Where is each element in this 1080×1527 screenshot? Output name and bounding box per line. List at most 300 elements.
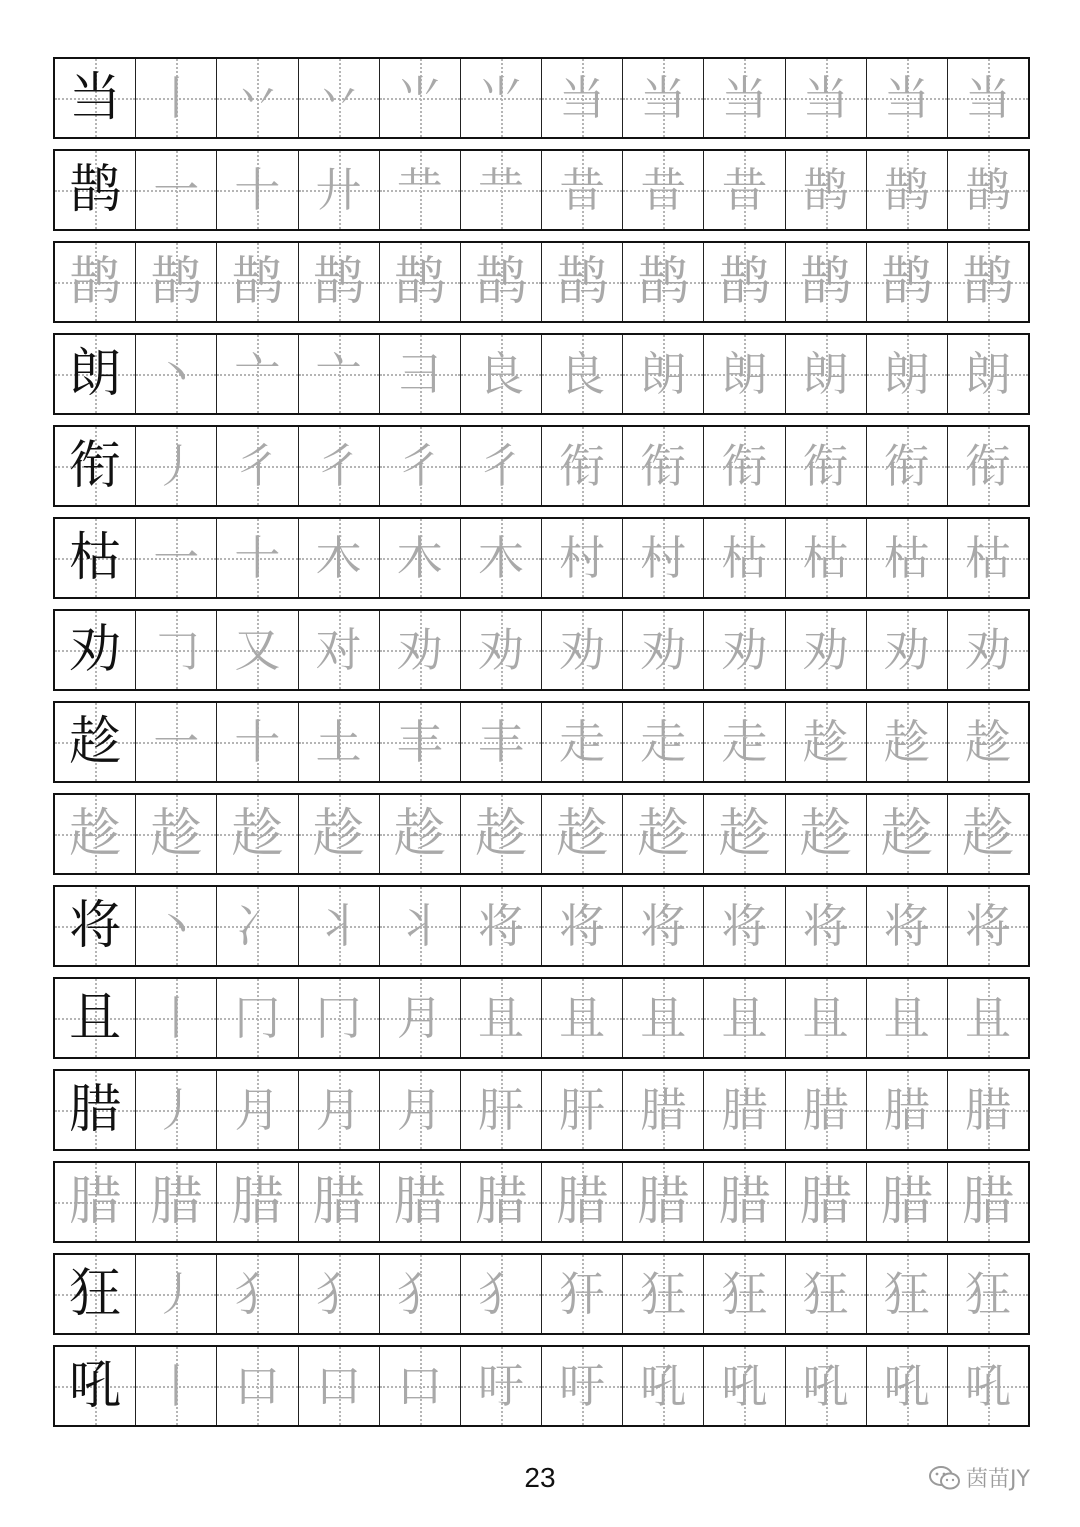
stroke-order-step: 腊 — [883, 1083, 930, 1137]
stroke-order-step: 腊 — [640, 1083, 687, 1137]
stroke-order-step: 十 — [234, 163, 281, 217]
practice-cell — [379, 519, 460, 597]
practice-cell — [135, 1255, 216, 1333]
practice-cell — [216, 703, 297, 781]
practice-cell — [866, 1255, 947, 1333]
stroke-order-step: 劝 — [883, 623, 930, 677]
practice-cell — [460, 979, 541, 1057]
stroke-order-step: 劝 — [559, 623, 606, 677]
stroke-order-step: 月 — [315, 1083, 362, 1137]
practice-cell — [703, 1255, 784, 1333]
practice-cell — [622, 519, 703, 597]
practice-cell — [135, 1163, 216, 1241]
practice-cell — [298, 795, 379, 873]
model-cell — [55, 427, 135, 505]
practice-cell — [379, 151, 460, 229]
model-character: 狂 — [69, 1264, 122, 1324]
stroke-order-step: 且 — [721, 991, 768, 1045]
stroke-order-step: 且 — [477, 991, 524, 1045]
stroke-order-step: 吁 — [477, 1359, 524, 1413]
practice-cell — [135, 887, 216, 965]
stroke-order-step: 口 — [315, 1359, 362, 1413]
model-cell — [55, 1255, 135, 1333]
practice-cell — [703, 519, 784, 597]
trace-character: 腊 — [474, 1172, 527, 1232]
trace-character: 趁 — [556, 804, 609, 864]
practice-cell — [785, 703, 866, 781]
stroke-order-step: 腊 — [721, 1083, 768, 1137]
practice-cell — [460, 335, 541, 413]
practice-cell — [135, 795, 216, 873]
practice-row — [53, 609, 1030, 691]
stroke-order-step: 丨 — [153, 1359, 200, 1413]
stroke-order-step: 丶 — [153, 347, 200, 401]
model-character: 趁 — [69, 712, 122, 772]
stroke-order-step: 衔 — [802, 439, 849, 493]
trace-character: 腊 — [231, 1172, 284, 1232]
practice-cell — [866, 427, 947, 505]
practice-cell — [866, 979, 947, 1057]
stroke-order-step: 枯 — [721, 531, 768, 585]
stroke-order-step: 一 — [153, 163, 200, 217]
practice-cell — [947, 335, 1028, 413]
trace-character: 腊 — [312, 1172, 365, 1232]
practice-cell — [622, 151, 703, 229]
stroke-order-step: 丬 — [396, 899, 443, 953]
stroke-order-step: 枯 — [883, 531, 930, 585]
practice-cell — [216, 1071, 297, 1149]
practice-cell — [785, 887, 866, 965]
practice-cell — [216, 611, 297, 689]
practice-cell — [622, 887, 703, 965]
stroke-order-step: 且 — [802, 991, 849, 1045]
practice-cell — [866, 795, 947, 873]
practice-cell — [298, 59, 379, 137]
model-character: 鹊 — [69, 160, 122, 220]
practice-cell — [135, 611, 216, 689]
stroke-order-step: 劝 — [721, 623, 768, 677]
stroke-order-step: 且 — [964, 991, 1011, 1045]
practice-cell — [216, 1347, 297, 1425]
practice-cell — [866, 887, 947, 965]
practice-cell — [135, 979, 216, 1057]
stroke-order-step: 木 — [315, 531, 362, 585]
practice-cell — [947, 795, 1028, 873]
practice-cell — [135, 151, 216, 229]
practice-cell — [135, 1071, 216, 1149]
model-character: 且 — [69, 988, 122, 1048]
model-character: 将 — [69, 896, 122, 956]
stroke-order-step: 狂 — [964, 1267, 1011, 1321]
stroke-order-step: 昔 — [721, 163, 768, 217]
stroke-order-step: 走 — [559, 715, 606, 769]
trace-character: 鹊 — [69, 252, 122, 312]
practice-cell — [135, 519, 216, 597]
stroke-order-step: 良 — [559, 347, 606, 401]
stroke-order-step: 丷 — [315, 71, 362, 125]
practice-cell — [379, 1347, 460, 1425]
stroke-order-step: 趁 — [883, 715, 930, 769]
trace-character: 鹊 — [393, 252, 446, 312]
practice-cell — [379, 243, 460, 321]
trace-character: 趁 — [69, 804, 122, 864]
stroke-order-step: 将 — [559, 899, 606, 953]
practice-row — [53, 1253, 1030, 1335]
stroke-order-step: 趁 — [964, 715, 1011, 769]
stroke-order-step: 村 — [559, 531, 606, 585]
trace-character: 鹊 — [474, 252, 527, 312]
practice-cell — [703, 611, 784, 689]
stroke-order-step: 昔 — [640, 163, 687, 217]
stroke-order-step: 口 — [234, 1359, 281, 1413]
model-cell — [55, 151, 135, 229]
stroke-order-step: 且 — [640, 991, 687, 1045]
practice-row — [53, 885, 1030, 967]
practice-cell — [541, 151, 622, 229]
stroke-order-step: 衔 — [559, 439, 606, 493]
model-cell — [55, 703, 135, 781]
stroke-order-step: 犭 — [396, 1267, 443, 1321]
stroke-order-step: 将 — [640, 899, 687, 953]
practice-row — [53, 517, 1030, 599]
practice-cell — [622, 1071, 703, 1149]
practice-cell — [703, 1163, 784, 1241]
stroke-order-step: 犭 — [315, 1267, 362, 1321]
stroke-order-step: 当 — [640, 71, 687, 125]
stroke-order-step: 鹊 — [883, 163, 930, 217]
model-character: 腊 — [69, 1080, 122, 1140]
practice-cell — [298, 1163, 379, 1241]
model-cell — [55, 1347, 135, 1425]
stroke-order-step: 木 — [396, 531, 443, 585]
practice-cell — [622, 611, 703, 689]
trace-character: 趁 — [393, 804, 446, 864]
practice-cell — [379, 1163, 460, 1241]
stroke-order-step: 十 — [234, 715, 281, 769]
practice-cell — [379, 1255, 460, 1333]
trace-character: 趁 — [150, 804, 203, 864]
trace-character: 腊 — [718, 1172, 771, 1232]
practice-cell — [379, 59, 460, 137]
trace-character: 趁 — [637, 804, 690, 864]
practice-cell — [298, 1347, 379, 1425]
practice-cell — [379, 611, 460, 689]
practice-cell — [947, 1255, 1028, 1333]
stroke-order-step: 一 — [153, 531, 200, 585]
trace-character: 鹊 — [150, 252, 203, 312]
practice-cell — [866, 151, 947, 229]
stroke-order-step: 丷 — [234, 71, 281, 125]
stroke-order-step: 丿 — [153, 439, 200, 493]
practice-cell — [298, 243, 379, 321]
trace-character: 腊 — [799, 1172, 852, 1232]
practice-cell — [460, 1071, 541, 1149]
stroke-order-step: 劝 — [396, 623, 443, 677]
stroke-order-step: 枯 — [964, 531, 1011, 585]
stroke-order-step: 鹊 — [964, 163, 1011, 217]
practice-cell — [622, 335, 703, 413]
model-cell — [55, 611, 135, 689]
stroke-order-step: 且 — [883, 991, 930, 1045]
practice-cell — [216, 887, 297, 965]
practice-cell — [216, 1163, 297, 1241]
trace-character: 鹊 — [312, 252, 365, 312]
practice-cell — [135, 1347, 216, 1425]
stroke-order-step: 肝 — [477, 1083, 524, 1137]
stroke-order-step: 良 — [477, 347, 524, 401]
practice-cell — [541, 1255, 622, 1333]
stroke-order-step: 当 — [802, 71, 849, 125]
practice-cell — [785, 335, 866, 413]
stroke-order-step: 腊 — [802, 1083, 849, 1137]
stroke-order-step: 朗 — [802, 347, 849, 401]
stroke-order-step: 腊 — [964, 1083, 1011, 1137]
stroke-order-step: 彳 — [315, 439, 362, 493]
stroke-order-step: 吼 — [802, 1359, 849, 1413]
practice-cell — [298, 151, 379, 229]
practice-row — [53, 241, 1030, 323]
stroke-order-step: 犭 — [477, 1267, 524, 1321]
practice-cell — [135, 335, 216, 413]
stroke-order-step: 一 — [153, 715, 200, 769]
stroke-order-step: 彳 — [477, 439, 524, 493]
stroke-order-step: 狂 — [640, 1267, 687, 1321]
stroke-order-step: 冫 — [234, 899, 281, 953]
stroke-order-step: 丿 — [153, 1083, 200, 1137]
practice-cell — [460, 611, 541, 689]
stroke-order-step: 吼 — [640, 1359, 687, 1413]
practice-cell — [785, 795, 866, 873]
stroke-order-step: 将 — [964, 899, 1011, 953]
stroke-order-step: 衔 — [964, 439, 1011, 493]
model-cell — [55, 1163, 135, 1241]
practice-row — [53, 1069, 1030, 1151]
stroke-order-step: 亠 — [234, 347, 281, 401]
practice-cell — [703, 427, 784, 505]
stroke-order-step: 朗 — [964, 347, 1011, 401]
stroke-order-step: 当 — [559, 71, 606, 125]
practice-cell — [298, 611, 379, 689]
practice-cell — [947, 243, 1028, 321]
practice-cell — [298, 519, 379, 597]
practice-cell — [298, 979, 379, 1057]
trace-character: 鹊 — [961, 252, 1014, 312]
practice-cell — [460, 1163, 541, 1241]
stroke-order-step: 冂 — [234, 991, 281, 1045]
stroke-order-step: 当 — [721, 71, 768, 125]
trace-character: 鹊 — [799, 252, 852, 312]
trace-character: 鹊 — [231, 252, 284, 312]
practice-cell — [866, 243, 947, 321]
practice-cell — [947, 427, 1028, 505]
stroke-order-step: 丰 — [477, 715, 524, 769]
stroke-order-step: 朗 — [721, 347, 768, 401]
practice-cell — [460, 795, 541, 873]
stroke-order-step: 犭 — [234, 1267, 281, 1321]
stroke-order-step: 且 — [559, 991, 606, 1045]
practice-cell — [460, 427, 541, 505]
practice-row — [53, 793, 1030, 875]
stroke-order-step: 土 — [315, 715, 362, 769]
stroke-order-step: 吼 — [883, 1359, 930, 1413]
stroke-order-step: 衔 — [883, 439, 930, 493]
practice-cell — [216, 59, 297, 137]
practice-cell — [703, 703, 784, 781]
trace-character: 鹊 — [718, 252, 771, 312]
practice-cell — [216, 519, 297, 597]
stroke-order-step: 吼 — [964, 1359, 1011, 1413]
trace-character: 腊 — [961, 1172, 1014, 1232]
practice-cell — [541, 335, 622, 413]
stroke-order-step: 十 — [234, 531, 281, 585]
practice-cell — [216, 427, 297, 505]
stroke-order-step: 朗 — [883, 347, 930, 401]
practice-cell — [541, 519, 622, 597]
practice-cell — [541, 795, 622, 873]
stroke-order-step: 丶 — [153, 899, 200, 953]
stroke-order-step: ⺌ — [477, 71, 524, 125]
practice-cell — [947, 1071, 1028, 1149]
practice-cell — [135, 59, 216, 137]
practice-cell — [947, 1163, 1028, 1241]
practice-cell — [866, 59, 947, 137]
trace-character: 趁 — [474, 804, 527, 864]
stroke-order-step: 月 — [396, 991, 443, 1045]
stroke-order-step: 当 — [964, 71, 1011, 125]
practice-cell — [703, 59, 784, 137]
practice-cell — [866, 519, 947, 597]
model-character: 衔 — [69, 436, 122, 496]
model-cell — [55, 59, 135, 137]
stroke-order-step: 将 — [477, 899, 524, 953]
stroke-order-step: 木 — [477, 531, 524, 585]
practice-cell — [298, 1071, 379, 1149]
trace-character: 腊 — [880, 1172, 933, 1232]
practice-grid — [53, 57, 1030, 1437]
practice-cell — [216, 151, 297, 229]
stroke-order-step: 彳 — [396, 439, 443, 493]
model-character: 当 — [69, 68, 122, 128]
trace-character: 鹊 — [637, 252, 690, 312]
practice-cell — [135, 427, 216, 505]
practice-cell — [298, 1255, 379, 1333]
stroke-order-step: 走 — [640, 715, 687, 769]
model-cell — [55, 519, 135, 597]
stroke-order-step: 口 — [396, 1359, 443, 1413]
stroke-order-step: 衔 — [721, 439, 768, 493]
practice-row — [53, 333, 1030, 415]
practice-cell — [216, 979, 297, 1057]
trace-character: 趁 — [961, 804, 1014, 864]
practice-cell — [947, 887, 1028, 965]
practice-cell — [785, 611, 866, 689]
stroke-order-step: 月 — [234, 1083, 281, 1137]
trace-character: 趁 — [799, 804, 852, 864]
stroke-order-step: 犴 — [559, 1267, 606, 1321]
practice-cell — [216, 1255, 297, 1333]
practice-cell — [298, 335, 379, 413]
practice-cell — [541, 243, 622, 321]
practice-cell — [785, 1347, 866, 1425]
stroke-order-step: 对 — [315, 623, 362, 677]
stroke-order-step: 劝 — [964, 623, 1011, 677]
stroke-order-step: 龷 — [477, 163, 524, 217]
trace-character: 腊 — [150, 1172, 203, 1232]
stroke-order-step: 丬 — [315, 899, 362, 953]
stroke-order-step: 吼 — [721, 1359, 768, 1413]
practice-cell — [379, 795, 460, 873]
trace-character: 腊 — [637, 1172, 690, 1232]
stroke-order-step: 将 — [721, 899, 768, 953]
stroke-order-step: 吁 — [559, 1359, 606, 1413]
practice-cell — [460, 703, 541, 781]
model-cell — [55, 1071, 135, 1149]
stroke-order-step: 当 — [883, 71, 930, 125]
stroke-order-step: 将 — [883, 899, 930, 953]
practice-cell — [298, 427, 379, 505]
practice-cell — [460, 519, 541, 597]
practice-cell — [866, 1347, 947, 1425]
stroke-order-step: 劝 — [802, 623, 849, 677]
stroke-order-step: 廾 — [315, 163, 362, 217]
practice-row — [53, 977, 1030, 1059]
page-number: 23 — [524, 1462, 556, 1493]
practice-cell — [379, 335, 460, 413]
model-cell — [55, 979, 135, 1057]
practice-cell — [541, 427, 622, 505]
practice-cell — [703, 979, 784, 1057]
practice-cell — [622, 243, 703, 321]
practice-cell — [785, 59, 866, 137]
practice-cell — [866, 335, 947, 413]
practice-row — [53, 149, 1030, 231]
practice-cell — [135, 703, 216, 781]
practice-cell — [622, 979, 703, 1057]
practice-cell — [379, 427, 460, 505]
model-cell — [55, 243, 135, 321]
practice-cell — [785, 427, 866, 505]
practice-cell — [379, 703, 460, 781]
trace-character: 腊 — [69, 1172, 122, 1232]
practice-cell — [541, 1347, 622, 1425]
stroke-order-step: 肝 — [559, 1083, 606, 1137]
stroke-order-step: 劝 — [640, 623, 687, 677]
practice-cell — [947, 1347, 1028, 1425]
practice-cell — [703, 151, 784, 229]
practice-cell — [866, 611, 947, 689]
stroke-order-step: ⺌ — [396, 71, 443, 125]
stroke-order-step: 村 — [640, 531, 687, 585]
practice-cell — [460, 887, 541, 965]
trace-character: 趁 — [231, 804, 284, 864]
practice-cell — [541, 887, 622, 965]
practice-cell — [947, 59, 1028, 137]
stroke-order-step: 昔 — [559, 163, 606, 217]
stroke-order-step: 𠃌 — [153, 623, 200, 677]
practice-cell — [622, 59, 703, 137]
model-character: 枯 — [69, 528, 122, 588]
practice-row — [53, 57, 1030, 139]
practice-cell — [703, 887, 784, 965]
stroke-order-step: 冂 — [315, 991, 362, 1045]
stroke-order-step: 亠 — [315, 347, 362, 401]
practice-cell — [947, 703, 1028, 781]
stroke-order-step: 鹊 — [802, 163, 849, 217]
model-character: 朗 — [69, 344, 122, 404]
stroke-order-step: 衔 — [640, 439, 687, 493]
practice-cell — [460, 151, 541, 229]
stroke-order-step: 狂 — [721, 1267, 768, 1321]
